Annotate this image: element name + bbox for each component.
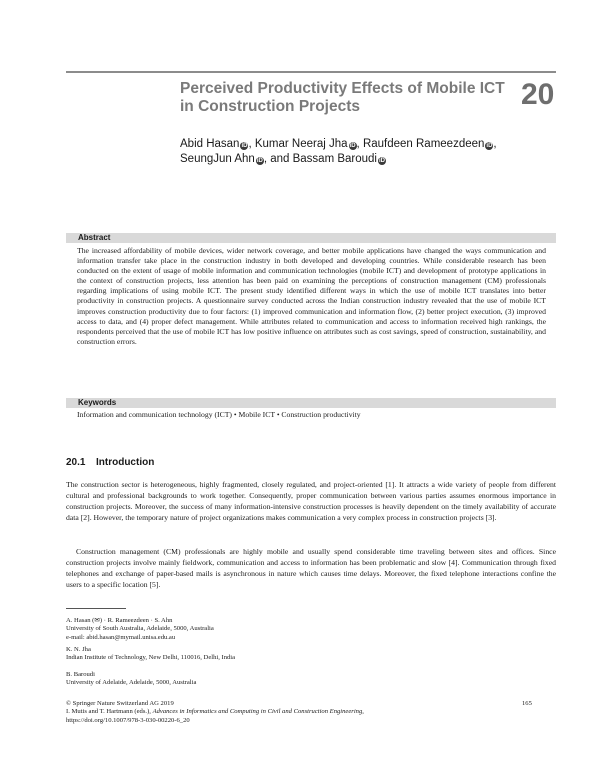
abstract-heading-bar <box>66 233 556 243</box>
author-separator: , <box>356 138 363 150</box>
author-separator: , <box>493 138 497 150</box>
author-name[interactable]: Kumar Neeraj Jha <box>254 138 348 150</box>
keywords-text: Information and communication technology (ICT) • Mobile ICT • Construction productivity <box>77 410 361 419</box>
footnote-rule <box>66 608 126 609</box>
author-name[interactable]: SeungJun Ahn <box>180 152 255 165</box>
affiliation-institution: Indian Institute of Technology, New Delhi, 110016, Delhi, India <box>66 654 236 662</box>
chapter-number: 20 <box>521 78 555 111</box>
affiliation-institution: University of Adelaide, Adelaide, 5000, Australia <box>66 679 197 687</box>
section-heading <box>66 457 154 468</box>
affiliation-authors: A. Hasan (✉) · R. Rameezdeen · S. Ahn <box>66 617 173 624</box>
citation-line <box>66 708 556 716</box>
header-rule <box>66 71 556 73</box>
keywords-heading-bar <box>66 398 556 408</box>
orcid-icon[interactable]: iD <box>486 143 493 149</box>
affiliation-2 <box>66 646 366 663</box>
page-footer <box>66 700 556 725</box>
orcid-icon[interactable]: iD <box>349 143 356 149</box>
citation-book-title: Advances in Informatics and Computing in Civil and Construction Engineering <box>152 708 363 716</box>
affiliation-authors: B. Baroudi <box>66 671 95 678</box>
author-list <box>180 137 540 166</box>
author-name[interactable]: Abid Hasan <box>180 138 240 150</box>
chapter-title-line-2: in Construction Projects <box>180 98 360 115</box>
author-separator: , <box>248 138 255 150</box>
orcid-icon[interactable]: iD <box>256 157 263 164</box>
section-title: Introduction <box>96 457 155 468</box>
abstract-text: The increased affordability of mobile devices, wider network coverage, and better mobile applications have changed the ways communication and information transfer take place in the construction industry in both developed and developing countries. While considerable research has been conducted on the extent of usage of mobile information and communication technologies (mobile ICT) and development of prototype applications in the context of construction projects, less attention has been paid on examining the perceptions of construction management (CM) professionals regarding implications of using mobile ICT. The present study identified different ways in which the use of mobile ICT translates into better productivity in construction projects. A questionnaire survey conducted across the Indian construction industry revealed that the use of mobile ICT improves construction productivity due to four factors: (1) improved communication and information flow, (2) better project execution, (3) improved access to data, and (4) proper defect management. While attributes related to communication and access to information received high rankings, the respondents perceived that the use of mobile ICT has low positive influence on attributes such as cost savings, speed of construction, sustainability, and construction errors. <box>77 246 546 346</box>
affiliation-authors: K. N. Jha <box>66 646 91 653</box>
body-paragraph-1: The construction sector is heterogeneous, highly fragmented, closely regulated, and project-oriented [1]. It attracts a wide variety of people from different cultural and professional backgrounds to work together. Consequently, proper communication between various parties assumes enormous importance in construction projects. Moreover, the success of many information-intensive construction processes is heavily dependent on the timely availability of accurate data [2]. However, the temporary nature of project organizations makes communication a very complex process in construction projects [3]. <box>66 480 556 523</box>
doi-link[interactable]: https://doi.org/10.1007/978-3-030-00220-6_20 <box>66 716 190 724</box>
section-number: 20.1 <box>66 457 86 468</box>
affiliation-email[interactable]: e-mail: abid.hasan@mymail.unisa.edu.au <box>66 633 176 641</box>
page-number: 165 <box>522 700 532 707</box>
chapter-title-line-1: Perceived Productivity Effects of Mobile ICT <box>180 80 505 97</box>
abstract-heading: Abstract <box>78 233 111 242</box>
citation-punct: , <box>362 708 364 716</box>
orcid-icon[interactable]: iD <box>378 157 385 164</box>
affiliation-3 <box>66 671 366 688</box>
orcid-icon[interactable]: iD <box>241 143 248 149</box>
keywords-heading: Keywords <box>78 398 117 407</box>
affiliation-1 <box>66 617 366 642</box>
author-name[interactable]: Raufdeen Rameezdeen <box>362 138 485 150</box>
author-name[interactable]: Bassam Baroudi <box>292 152 377 165</box>
body-paragraph-2: Construction management (CM) professionals are highly mobile and usually spend considerable time traveling between sites and offices. Since construction projects involve mainly fieldwork, communication and access to information has been problematic and slow [4]. Communication through fixed telephones and exchange of paper-based mails is asynchronous in nature which causes time delays. Moreover, the fixed telephone interactions confine the users to a specific location [5]. <box>66 547 556 590</box>
citation-editors: I. Mutis and T. Hartmann (eds.), <box>66 708 153 716</box>
author-separator: , and <box>263 152 293 165</box>
copyright-line: © Springer Nature Switzerland AG 2019 <box>66 700 174 707</box>
affiliation-institution: University of South Australia, Adelaide, 5000, Australia <box>66 625 214 633</box>
chapter-title <box>180 80 510 116</box>
